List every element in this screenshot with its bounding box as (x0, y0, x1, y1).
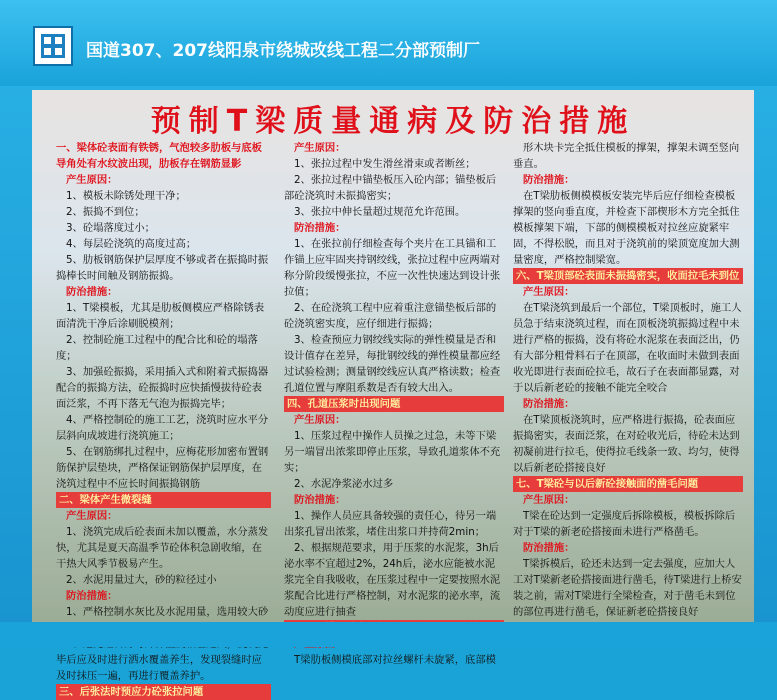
subheading: 产生原因： (294, 142, 346, 154)
main-title: 预制T梁质量通病及防治措施 (150, 104, 636, 139)
subheading: 防治措施： (294, 494, 346, 506)
paragraph: 2、在砼浇筑工程中应着重注意锚垫板后部的砼浇筑密实度，应仔细进行振捣； (284, 302, 497, 330)
paragraph: T梁拆模后，砼还未达到一定去强度，应加大人工对T梁新老砼搭接面进行凿毛，待T梁进行上桥安装之前，需对T梁进行全梁检查，对于凿毛未到位的部位再进行凿毛，保证新老砼搭接良好 (513, 558, 742, 618)
section-heading: 二、梁体产生微裂缝 (56, 492, 271, 508)
paragraph: 1、操作人员应具备较强的责任心，待另一端出浆孔冒出浓浆，堵住出浆口并持荷2min； (284, 510, 497, 538)
paragraph: 毕后应及时进行洒水覆盖养生，发现裂缝时应及时抹压一遍，再进行覆盖养护。 (56, 654, 262, 682)
paragraph: 3、砼塌落度过小； (66, 222, 155, 234)
paragraph: 3、张拉中伸长量超过规范允许范围。 (294, 206, 466, 218)
company-logo-icon (33, 26, 73, 66)
section-heading: 四、孔道压浆时出现问题 (284, 396, 504, 412)
paragraph: 2、水泥净浆泌水过多 (294, 478, 394, 490)
paragraph: T梁在砼达到一定强度后拆除模板，模板拆除后对于T梁的新老砼搭接面未进行严格凿毛。 (513, 510, 736, 538)
header-bar (0, 0, 777, 86)
column-2 (284, 140, 504, 668)
subheading: 防治措施： (523, 542, 575, 554)
subheading: 防治措施： (66, 590, 118, 602)
paragraph: 1、模板未除锈处理干净； (66, 190, 186, 202)
subheading: 产生原因： (66, 174, 118, 186)
footer-bar (0, 622, 777, 647)
paragraph: 1、张拉过程中发生滑丝滑束或者断丝； (294, 158, 476, 170)
paragraph: 1、严格控制水灰比及水泥用量，选用较大砂 (66, 606, 269, 618)
paragraph: 3、加强砼振捣，采用插入式和附着式振捣器配合的振捣方法，砼振捣时应快插慢拔待砼表面泛浆，不再下落无气泡为振捣完毕； (56, 366, 269, 410)
paragraph: 2、控制砼施工过程中的配合比和砼的塌落度； (56, 334, 258, 362)
paragraph: 4、严格控制砼的施工工艺，浇筑时应水平分层斜向成坡进行浇筑施工； (56, 414, 269, 442)
paragraph: 5、在钢筋绑扎过程中，应梅花形加密布置钢筋保护层垫块，严格保证钢筋保护层厚度，在浇筑过程中不应长时间振捣钢筋 (56, 446, 269, 490)
paragraph: 在T梁肋板侧模模板安装完毕后应仔细检查模板撑架的竖向垂直度，并检查下部楔形木方完全抵住模板撑架下端，下部的侧模模板对拉丝应旋紧牢固，不得松脱，而且对于浇筑前的梁顶宽度加大测量密度，严格控制梁宽。 (513, 190, 740, 266)
paragraph: 1、浇筑完成后砼表面未加以覆盖，水分蒸发快，尤其是夏天高温季节砼体积急剧收缩，在干热大风季节极易产生。 (56, 526, 269, 570)
paragraph: 在T梁浇筑到最后一个部位，T梁顶板时，施工人员急于结束浇筑过程，而在顶板浇筑振捣过程中未进行严格的振捣，没有将砼水泥浆在表面泛出，仍有大部分粗骨料石子在顶部，在收面时未做到表面收光即进行表面砼拉毛，故石子在表面都显露，对于以后新老砼的接触不能完全咬合 (513, 302, 742, 394)
paragraph: 5、肋板钢筋保护层厚度不够或者在振捣时振捣棒长时间触及钢筋振捣。 (56, 254, 269, 282)
paragraph: 2、振捣不到位； (66, 206, 145, 218)
paragraph: 3、检查预应力钢绞线实际的弹性模量是否和设计值存在差异，每批钢绞线的弹性模量都应经过试验检测；测量钢绞线应认真严格读数；检查孔道位置与摩阻系数是否有较大出入。 (284, 334, 501, 394)
paragraph: 2、水泥用量过大，砂的粒径过小 (66, 574, 217, 586)
subheading: 一、梁体砼表面有铁锈，气泡较多肋板与底板导角处有水纹波出现，肋板存在钢筋显影 (56, 142, 262, 170)
section-heading: 六、T梁顶部砼表面未振捣密实，收面拉毛未到位 (513, 268, 743, 284)
paragraph: T梁肋板侧模底部对拉丝螺杆未旋紧，底部模 (294, 654, 496, 666)
subheading: 产生原因： (294, 414, 346, 426)
subheading: 防治措施： (523, 174, 575, 186)
section-heading: 七、T梁砼与以后新砼接触面的凿毛问题 (513, 476, 743, 492)
paragraph: 2、根据规范要求，用于压浆的水泥浆，3h后泌水率不宜超过2%，24h后，泌水应能被水泥浆完全自我吸收，在压浆过程中一定要按照水泥浆配合比进行严格控制，对水泥浆的泌水率，流动度应进行抽查 (284, 542, 501, 618)
header-title: 国道307、207线阳泉市绕城改线工程二分部预制厂 (86, 41, 480, 61)
paragraph: 在T梁顶板浇筑时，应严格进行振捣，砼表面应振捣密实，表面泛浆，在对砼收光后，待砼未达到初凝前进行拉毛，使得拉毛线条一致、均匀，使得以后新老砼搭接良好 (513, 414, 740, 474)
subheading: 产生原因： (523, 494, 575, 506)
paragraph: 1、T梁模板，尤其是肋板侧模应严格除锈表面清洗干净后涂刷脱模剂； (56, 302, 265, 330)
subheading: 产生原因： (66, 510, 118, 522)
paragraph: 2、张拉过程中锚垫板压入砼内部；锚垫板后部砼浇筑时未振捣密实； (284, 174, 497, 202)
paragraph: 4、每层砼浇筑的高度过高； (66, 238, 197, 250)
subheading: 产生原因： (523, 286, 575, 298)
column-1 (56, 140, 271, 700)
subheading: 防治措施： (66, 286, 118, 298)
column-3 (513, 140, 743, 620)
paragraph: 1、压浆过程中操作人员操之过急，未等下梁另一端冒出浓浆即停止压浆，导致孔道浆体不充实； (284, 430, 501, 474)
subheading: 防治措施： (523, 398, 575, 410)
subheading: 防治措施： (294, 222, 346, 234)
paragraph: 1、在张拉前仔细检查每个夹片在工具锚和工作锚上应牢固夹持钢绞线，张拉过程中应两端对称分阶段缓慢张拉，不应一次性快速达到设计张拉值； (284, 238, 501, 298)
paragraph: 形木块卡完全抵住模板的撑架，撑架未调至竖向垂直。 (513, 142, 740, 170)
section-heading: 三、后张法时预应力砼张拉问题 (56, 684, 271, 700)
